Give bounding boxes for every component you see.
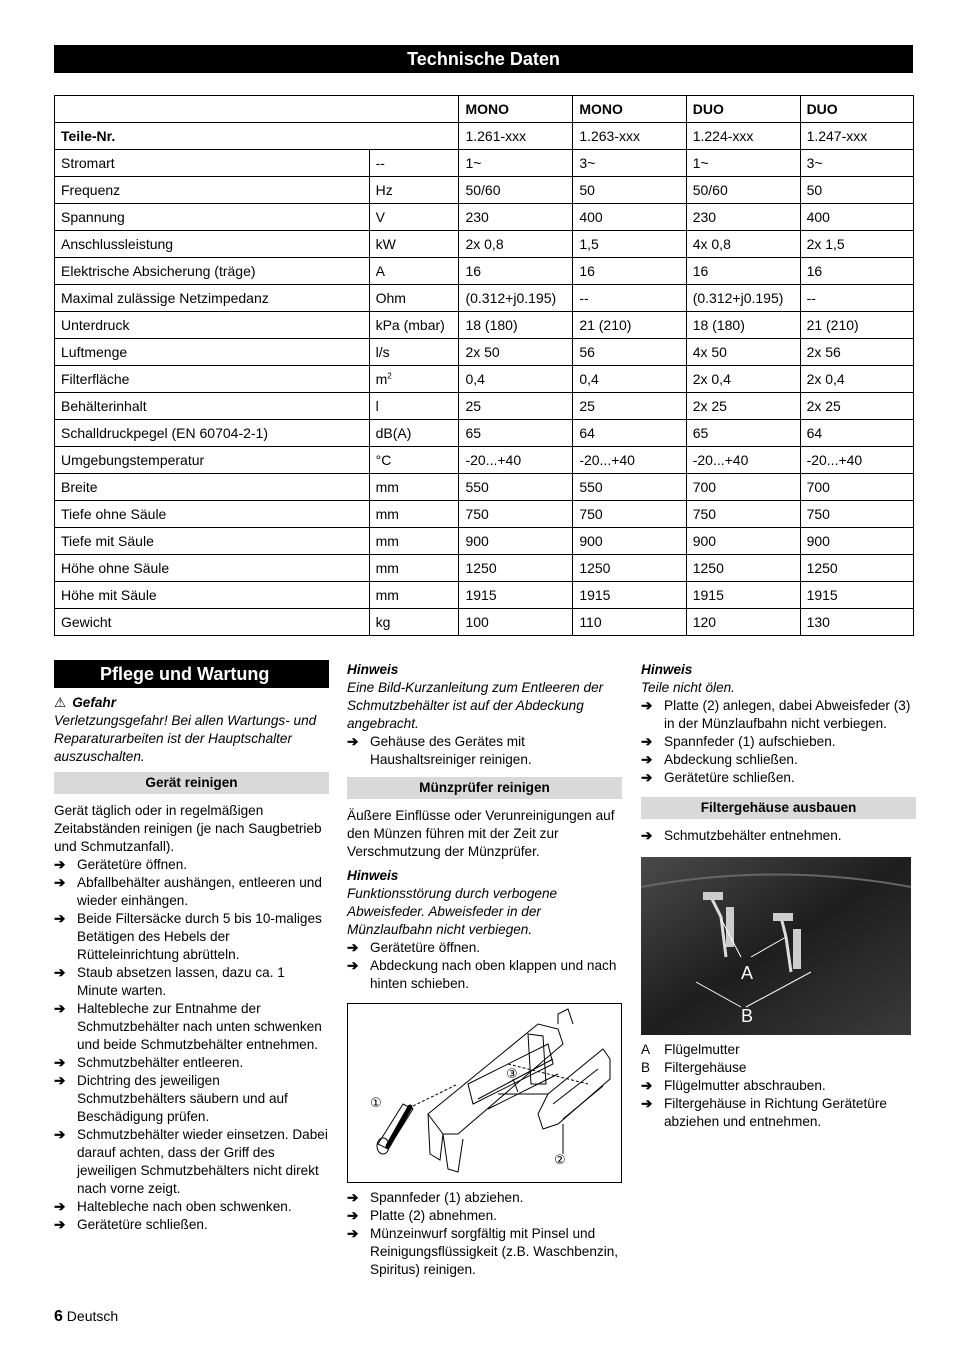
table-cell: 900 bbox=[800, 528, 913, 555]
table-row bbox=[55, 393, 914, 420]
note-label: Hinweis bbox=[347, 662, 399, 677]
table-cell: Frequenz bbox=[55, 177, 370, 204]
step-list bbox=[347, 939, 622, 993]
step-list bbox=[641, 827, 916, 845]
coin-validator-figure bbox=[347, 1003, 622, 1183]
arrow-icon: ➔ bbox=[347, 1226, 359, 1241]
table-cell: 25 bbox=[459, 393, 573, 420]
arrow-icon: ➔ bbox=[54, 1217, 66, 1232]
step-list bbox=[641, 1077, 916, 1131]
arrow-icon: ➔ bbox=[54, 1073, 66, 1088]
arrow-icon: ➔ bbox=[54, 1199, 66, 1214]
table-cell: 110 bbox=[573, 609, 686, 636]
table-cell: 2x 0,4 bbox=[686, 366, 800, 393]
table-cell: mm bbox=[369, 501, 459, 528]
callout-3: ③ bbox=[506, 1067, 518, 1082]
table-row bbox=[55, 231, 914, 258]
list-item: ➔ Abdeckung nach oben klappen und nach hinten schieben. bbox=[347, 958, 617, 991]
warning-label: Gefahr bbox=[72, 695, 117, 710]
photo-label-a: A bbox=[741, 963, 754, 983]
subsection-title: Gerät reinigen bbox=[54, 772, 329, 794]
subsection-title: Münzprüfer reinigen bbox=[347, 777, 622, 799]
table-cell: kPa (mbar) bbox=[369, 312, 459, 339]
callout-2: ② bbox=[554, 1153, 566, 1168]
list-item: ➔ Filtergehäuse in Richtung Gerätetüre abziehen und entnehmen. bbox=[641, 1096, 887, 1129]
table-cell: 4x 0,8 bbox=[686, 231, 800, 258]
arrow-icon: ➔ bbox=[54, 1127, 66, 1142]
table-cell: mm bbox=[369, 582, 459, 609]
arrow-icon: ➔ bbox=[54, 1055, 66, 1070]
arrow-icon: ➔ bbox=[54, 857, 66, 872]
table-cell: 1~ bbox=[686, 150, 800, 177]
table-cell: 16 bbox=[686, 258, 800, 285]
table-cell: Hz bbox=[369, 177, 459, 204]
table-cell: 100 bbox=[459, 609, 573, 636]
table-row bbox=[55, 258, 914, 285]
table-row bbox=[55, 447, 914, 474]
note-label: Hinweis bbox=[641, 662, 693, 677]
table-cell: °C bbox=[369, 447, 459, 474]
table-cell: V bbox=[369, 204, 459, 231]
column-coin bbox=[347, 660, 622, 1279]
table-row bbox=[55, 312, 914, 339]
table-cell: 21 (210) bbox=[573, 312, 686, 339]
table-row bbox=[55, 609, 914, 636]
subsection-title: Filtergehäuse ausbauen bbox=[641, 797, 916, 819]
arrow-icon: ➔ bbox=[347, 1190, 359, 1205]
column-filter bbox=[641, 660, 916, 1131]
table-cell: l/s bbox=[369, 339, 459, 366]
step-list bbox=[641, 697, 916, 787]
table-cell: -20...+40 bbox=[686, 447, 800, 474]
table-cell: 4x 50 bbox=[686, 339, 800, 366]
list-item: ➔ Gerätetüre öffnen. bbox=[54, 857, 188, 872]
table-cell: dB(A) bbox=[369, 420, 459, 447]
table-cell: 1.263-xxx bbox=[573, 123, 686, 150]
table-cell: -20...+40 bbox=[459, 447, 573, 474]
note-text: Teile nicht ölen. bbox=[641, 680, 735, 695]
table-cell: MONO bbox=[459, 96, 573, 123]
table-cell: 25 bbox=[573, 393, 686, 420]
table-row bbox=[55, 474, 914, 501]
arrow-icon: ➔ bbox=[347, 940, 359, 955]
table-cell: 65 bbox=[686, 420, 800, 447]
intro-text: Gerät täglich oder in regelmäßigen Zeitabständen reinigen (je nach Saugbetrieb und Schmutzanfall). bbox=[54, 803, 322, 854]
table-cell: 400 bbox=[573, 204, 686, 231]
table-cell: 750 bbox=[800, 501, 913, 528]
table-cell: 2x 0,4 bbox=[800, 366, 913, 393]
table-cell: 1.247-xxx bbox=[800, 123, 913, 150]
table-cell: -- bbox=[800, 285, 913, 312]
list-item: ➔ Münzeinwurf sorgfältig mit Pinsel und Reinigungsflüssigkeit (z.B. Waschbenzin, Spiritus) reinigen. bbox=[347, 1226, 619, 1277]
table-cell: Maximal zulässige Netzimpedanz bbox=[55, 285, 370, 312]
table-cell: kW bbox=[369, 231, 459, 258]
list-item: ➔ Abfallbehälter aushängen, entleeren und wieder einhängen. bbox=[54, 875, 322, 908]
note-text: Funktionsstörung durch verbogene Abweisfeder. Abweisfeder in der Münzlaufbahn nicht verbiegen. bbox=[347, 886, 558, 937]
table-row bbox=[55, 555, 914, 582]
table-cell: 16 bbox=[800, 258, 913, 285]
filter-housing-photo bbox=[641, 857, 911, 1035]
table-row bbox=[55, 366, 914, 393]
table-cell: 750 bbox=[573, 501, 686, 528]
table-cell: 750 bbox=[686, 501, 800, 528]
list-item: ➔ Dichtring des jeweiligen Schmutzbehälters säubern und auf Beschädigung prüfen. bbox=[54, 1073, 288, 1124]
table-cell: 18 (180) bbox=[459, 312, 573, 339]
warning-text: Verletzungsgefahr! Bei allen Wartungs- und Reparaturarbeiten ist der Hauptschalter auszuschalten. bbox=[54, 713, 317, 764]
list-item: ➔ Haltebleche nach oben schwenken. bbox=[54, 1199, 292, 1214]
table-cell: 2x 50 bbox=[459, 339, 573, 366]
table-row bbox=[55, 582, 914, 609]
photo-label-b: B bbox=[741, 1006, 754, 1026]
table-cell: MONO bbox=[573, 96, 686, 123]
step-list bbox=[347, 733, 622, 769]
table-cell: Luftmenge bbox=[55, 339, 370, 366]
table-cell: 50/60 bbox=[459, 177, 573, 204]
list-item: ➔ Spannfeder (1) aufschieben. bbox=[641, 734, 836, 749]
table-cell: mm bbox=[369, 474, 459, 501]
table-cell: 130 bbox=[800, 609, 913, 636]
arrow-icon: ➔ bbox=[54, 1001, 66, 1016]
table-cell: 1.261-xxx bbox=[459, 123, 573, 150]
table-cell: Behälterinhalt bbox=[55, 393, 370, 420]
table-cell: Ohm bbox=[369, 285, 459, 312]
arrow-icon: ➔ bbox=[347, 958, 359, 973]
table-cell: 50/60 bbox=[686, 177, 800, 204]
table-cell: 21 (210) bbox=[800, 312, 913, 339]
table-cell: 900 bbox=[573, 528, 686, 555]
table-cell: 16 bbox=[459, 258, 573, 285]
table-cell: 65 bbox=[459, 420, 573, 447]
table-cell: 1915 bbox=[459, 582, 573, 609]
table-cell: 120 bbox=[686, 609, 800, 636]
step-list bbox=[347, 1189, 622, 1279]
list-item: ➔ Gehäuse des Gerätes mit Haushaltsreiniger reinigen. bbox=[347, 734, 532, 767]
table-cell: Gewicht bbox=[55, 609, 370, 636]
arrow-icon: ➔ bbox=[641, 698, 653, 713]
list-item: ➔ Gerätetüre schließen. bbox=[54, 1217, 208, 1232]
page-footer bbox=[54, 1308, 118, 1326]
table-row bbox=[55, 96, 914, 123]
table-cell: 1250 bbox=[686, 555, 800, 582]
table-cell: Tiefe ohne Säule bbox=[55, 501, 370, 528]
table-cell: $m^2$ bbox=[369, 366, 459, 393]
language-label: Deutsch bbox=[66, 1308, 119, 1324]
table-row bbox=[55, 339, 914, 366]
table-cell: 2x 1,5 bbox=[800, 231, 913, 258]
table-cell: 750 bbox=[459, 501, 573, 528]
intro-text: Äußere Einflüsse oder Verunreinigungen auf den Münzen führen mit der Zeit zur Verschmutzung der Münzprüfer. bbox=[347, 808, 615, 859]
table-cell: 50 bbox=[573, 177, 686, 204]
table-cell: 0,4 bbox=[459, 366, 573, 393]
arrow-icon: ➔ bbox=[641, 1096, 653, 1111]
table-cell: 16 bbox=[573, 258, 686, 285]
table-cell: 2x 0,8 bbox=[459, 231, 573, 258]
list-item: ➔ Abdeckung schließen. bbox=[641, 752, 798, 767]
table-cell: 3~ bbox=[800, 150, 913, 177]
column-care bbox=[54, 660, 329, 1234]
note-label: Hinweis bbox=[347, 868, 399, 883]
table-cell: Anschlussleistung bbox=[55, 231, 370, 258]
table-cell: DUO bbox=[686, 96, 800, 123]
table-cell: 2x 25 bbox=[800, 393, 913, 420]
table-cell: l bbox=[369, 393, 459, 420]
table-cell: 1~ bbox=[459, 150, 573, 177]
list-item: ➔ Gerätetüre schließen. bbox=[641, 770, 795, 785]
table-row bbox=[55, 150, 914, 177]
table-cell: Stromart bbox=[55, 150, 370, 177]
table-cell: 1250 bbox=[573, 555, 686, 582]
table-cell: 2x 25 bbox=[686, 393, 800, 420]
technical-data-table bbox=[54, 95, 914, 636]
table-cell: 50 bbox=[800, 177, 913, 204]
warning-icon: ⚠ bbox=[54, 695, 67, 710]
section-title: Pflege und Wartung bbox=[54, 660, 329, 688]
list-item: ➔ Beide Filtersäcke durch 5 bis 10-maliges Betätigen des Hebels der Rütteleinrichtung abrütteln. bbox=[54, 911, 322, 962]
table-cell: 700 bbox=[686, 474, 800, 501]
photo-legend: A Flügelmutter B Filtergehäuse bbox=[641, 1042, 747, 1075]
table-cell: Spannung bbox=[55, 204, 370, 231]
table-cell: 1250 bbox=[800, 555, 913, 582]
page-title: Technische Daten bbox=[54, 45, 913, 73]
table-cell: -- bbox=[369, 150, 459, 177]
table-cell: (0.312+j0.195) bbox=[686, 285, 800, 312]
table-cell: 900 bbox=[459, 528, 573, 555]
arrow-icon: ➔ bbox=[641, 828, 653, 843]
filter-housing-image bbox=[641, 857, 911, 1035]
table-cell: Unterdruck bbox=[55, 312, 370, 339]
table-cell: 3~ bbox=[573, 150, 686, 177]
table-row bbox=[55, 204, 914, 231]
table-cell: 550 bbox=[573, 474, 686, 501]
table-cell: kg bbox=[369, 609, 459, 636]
table-cell: 1915 bbox=[573, 582, 686, 609]
table-cell: -20...+40 bbox=[800, 447, 913, 474]
list-item: ➔ Platte (2) abnehmen. bbox=[347, 1208, 497, 1223]
table-row bbox=[55, 501, 914, 528]
table-cell: 550 bbox=[459, 474, 573, 501]
table-cell: Tiefe mit Säule bbox=[55, 528, 370, 555]
table-cell: DUO bbox=[800, 96, 913, 123]
table-cell: 56 bbox=[573, 339, 686, 366]
arrow-icon: ➔ bbox=[641, 770, 653, 785]
arrow-icon: ➔ bbox=[641, 734, 653, 749]
arrow-icon: ➔ bbox=[641, 752, 653, 767]
list-item: ➔ Schmutzbehälter entnehmen. bbox=[641, 828, 842, 843]
table-cell: -20...+40 bbox=[573, 447, 686, 474]
arrow-icon: ➔ bbox=[54, 875, 66, 890]
list-item: ➔ Spannfeder (1) abziehen. bbox=[347, 1190, 524, 1205]
table-row bbox=[55, 420, 914, 447]
table-cell: 1.224-xxx bbox=[686, 123, 800, 150]
table-cell: Breite bbox=[55, 474, 370, 501]
arrow-icon: ➔ bbox=[641, 1078, 653, 1093]
table-cell: 900 bbox=[686, 528, 800, 555]
table-cell: Höhe ohne Säule bbox=[55, 555, 370, 582]
table-cell: 1250 bbox=[459, 555, 573, 582]
table-cell: 230 bbox=[686, 204, 800, 231]
table-cell: Höhe mit Säule bbox=[55, 582, 370, 609]
table-cell: Elektrische Absicherung (träge) bbox=[55, 258, 370, 285]
coin-validator-drawing bbox=[348, 1004, 616, 1182]
table-cell: A bbox=[369, 258, 459, 285]
table-cell: mm bbox=[369, 555, 459, 582]
list-item: ➔ Flügelmutter abschrauben. bbox=[641, 1078, 826, 1093]
table-cell: 700 bbox=[800, 474, 913, 501]
list-item: ➔ Haltebleche zur Entnahme der Schmutzbehälter nach unten schwenken und beide Schmutzbehälter entnehmen. bbox=[54, 1001, 322, 1052]
list-item: ➔ Gerätetüre öffnen. bbox=[347, 940, 481, 955]
table-cell: 1915 bbox=[800, 582, 913, 609]
table-row bbox=[55, 177, 914, 204]
table-cell: 1,5 bbox=[573, 231, 686, 258]
page-number: 6 bbox=[54, 1308, 63, 1325]
table-cell: 18 (180) bbox=[686, 312, 800, 339]
step-list bbox=[54, 856, 329, 1234]
table-cell: Filterfläche bbox=[55, 366, 370, 393]
table-cell: 64 bbox=[800, 420, 913, 447]
arrow-icon: ➔ bbox=[54, 911, 66, 926]
table-cell: 1915 bbox=[686, 582, 800, 609]
table-cell: 230 bbox=[459, 204, 573, 231]
list-item: ➔ Schmutzbehälter wieder einsetzen. Dabei darauf achten, dass der Griff des jeweiligen Schmutzbehälters nicht direkt nach vorne zeigt. bbox=[54, 1127, 328, 1196]
table-row bbox=[55, 285, 914, 312]
arrow-icon: ➔ bbox=[347, 734, 359, 749]
table-cell: mm bbox=[369, 528, 459, 555]
list-item: ➔ Staub absetzen lassen, dazu ca. 1 Minute warten. bbox=[54, 965, 285, 998]
table-cell: -- bbox=[573, 285, 686, 312]
list-item: ➔ Platte (2) anlegen, dabei Abweisfeder (3) in der Münzlaufbahn nicht verbiegen. bbox=[641, 698, 911, 731]
table-cell: Umgebungstemperatur bbox=[55, 447, 370, 474]
table-cell bbox=[55, 96, 459, 123]
table-cell: Schalldruckpegel (EN 60704-2-1) bbox=[55, 420, 370, 447]
table-row bbox=[55, 123, 914, 150]
table-row bbox=[55, 528, 914, 555]
warning-heading bbox=[54, 694, 329, 712]
table-cell: 0,4 bbox=[573, 366, 686, 393]
table-cell: (0.312+j0.195) bbox=[459, 285, 573, 312]
table-cell: 400 bbox=[800, 204, 913, 231]
list-item: ➔ Schmutzbehälter entleeren. bbox=[54, 1055, 244, 1070]
arrow-icon: ➔ bbox=[54, 965, 66, 980]
arrow-icon: ➔ bbox=[347, 1208, 359, 1223]
table-cell: 64 bbox=[573, 420, 686, 447]
table-cell: Teile-Nr. bbox=[55, 123, 459, 150]
table-cell: 2x 56 bbox=[800, 339, 913, 366]
note-text: Eine Bild-Kurzanleitung zum Entleeren der Schmutzbehälter ist auf der Abdeckung angebracht. bbox=[347, 680, 604, 731]
callout-1: ① bbox=[370, 1096, 382, 1111]
